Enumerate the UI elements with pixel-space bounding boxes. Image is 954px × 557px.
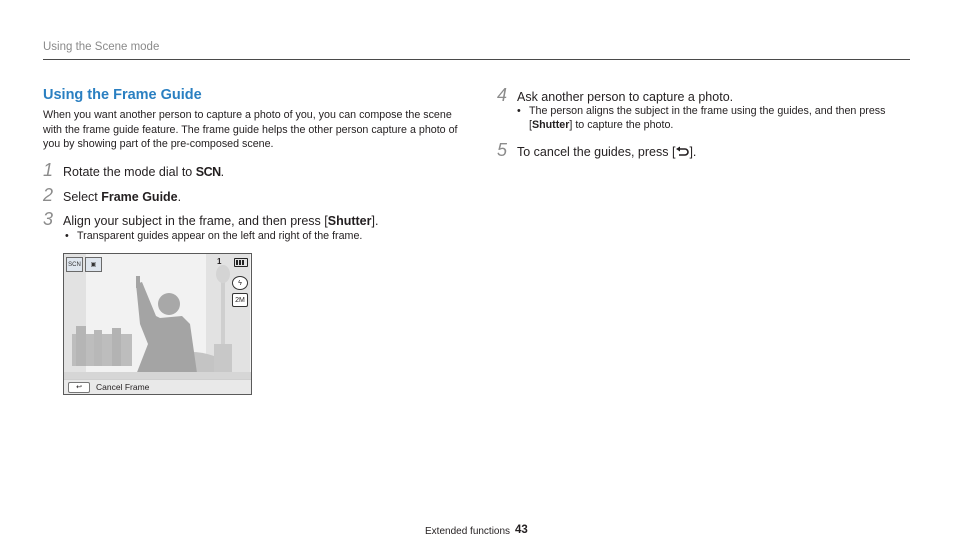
step-text: Align your subject in the frame, and then press [ [63, 214, 328, 228]
bracket: [ [529, 119, 532, 132]
screen-bottom-bar [64, 379, 251, 394]
section-title: Using the Frame Guide [43, 87, 202, 103]
header-rule [43, 59, 910, 60]
step-suffix: ]. [371, 214, 379, 228]
back-icon: ↩ [68, 382, 90, 393]
flash-off-icon: ϟ [232, 276, 248, 290]
back-icon [675, 145, 689, 159]
bullet-dot: • [65, 230, 69, 242]
step-text: Rotate the mode dial to [63, 165, 196, 179]
bullet-text: ] to capture the photo. [569, 119, 674, 132]
step-number: 1 [43, 160, 54, 180]
step-suffix: . [177, 190, 182, 204]
frame-guide-icon: ▣ [85, 257, 102, 272]
step-4 [497, 85, 733, 106]
scene-mode-icon: SCN [66, 257, 83, 272]
step-5 [497, 140, 696, 161]
step-number: 2 [43, 185, 54, 205]
bullet-bold: Shutter [531, 119, 570, 132]
step-3 [43, 209, 378, 230]
footer-label: Extended functions [425, 526, 511, 537]
size-icon: 2M [232, 293, 248, 307]
bullet-dot: • [517, 105, 521, 117]
step-text: Ask another person to capture a photo. [517, 90, 734, 104]
step-bold: Frame Guide [101, 190, 178, 204]
scn-mode-icon: SCN [195, 165, 221, 179]
page-number: 43 [515, 524, 528, 536]
bullet-step3 [65, 229, 362, 243]
step-text: To cancel the guides, press [ [517, 145, 676, 159]
intro-paragraph: When you want another person to capture a photo of you, you can compose the scene with the frame guide feature. The frame guide helps the other person capture a photo of you by showing part of the pre-composed scene. [43, 109, 458, 151]
step-1 [43, 160, 224, 181]
header-label: Using the Scene mode [43, 41, 160, 53]
step-text: Select [63, 190, 102, 204]
step-number: 5 [497, 140, 508, 160]
step-suffix: . [220, 165, 225, 179]
step-number: 4 [497, 85, 508, 105]
step-2 [43, 185, 181, 206]
bullet-step4 [517, 104, 885, 133]
scene-silhouette [64, 254, 251, 380]
camera-screen [63, 253, 252, 395]
battery-icon [234, 258, 248, 267]
step-bold: Shutter [327, 214, 372, 228]
bullet-text: Transparent guides appear on the left and right of the frame. [77, 230, 363, 242]
step-number: 3 [43, 209, 54, 229]
bullet-text: The person aligns the subject in the frame using the guides, and then press [529, 105, 886, 117]
shot-count: 1 [217, 257, 222, 266]
step-suffix: ]. [689, 145, 697, 159]
cancel-frame-label: Cancel Frame [96, 382, 150, 392]
